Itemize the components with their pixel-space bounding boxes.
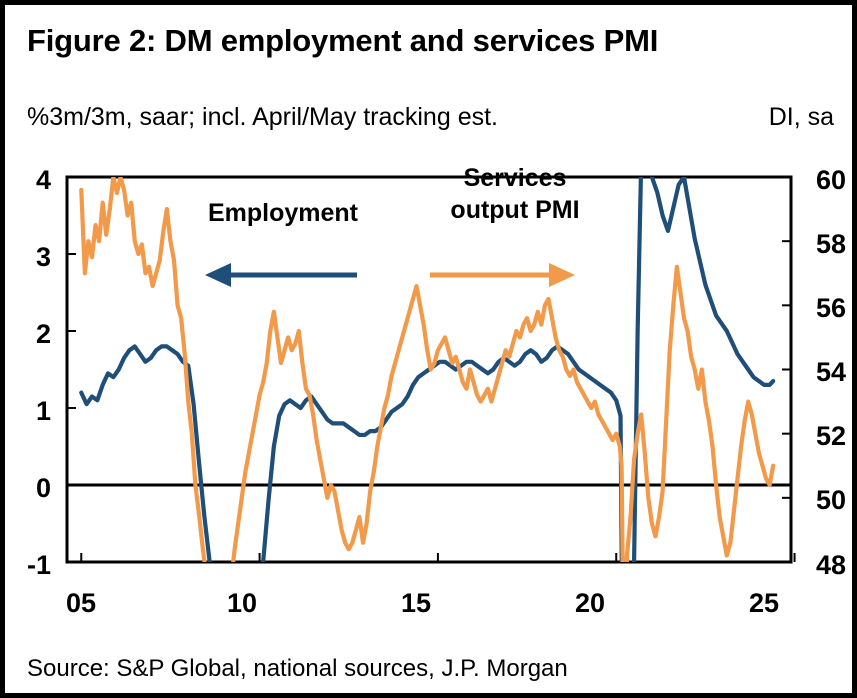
y-right-tick-48: 48 [815, 550, 846, 580]
y-left-tick-4: 4 [35, 165, 51, 195]
source-note: Source: S&P Global, national sources, J.P. Morgan [27, 655, 568, 682]
y-right-tick-60: 60 [815, 165, 846, 195]
y-left-tick-0: 0 [35, 473, 51, 503]
left-axis-units-label: %3m/3m, saar; incl. April/May tracking est. [27, 103, 498, 131]
figure-title: Figure 2: DM employment and services PMI [27, 23, 659, 58]
services-arrow-head [549, 263, 575, 287]
services-series-label-line2: output PMI [450, 196, 580, 224]
y-left-tick-1: 1 [35, 396, 51, 426]
employment-series-label: Employment [207, 199, 359, 227]
y-right-tick-52: 52 [815, 421, 846, 451]
x-tick-10: 10 [226, 588, 258, 618]
y-right-tick-58: 58 [815, 229, 846, 259]
employment-arrow-head [205, 263, 231, 287]
y-right-tick-50: 50 [815, 485, 846, 515]
x-tick-20: 20 [574, 588, 606, 618]
services-series-label-line1: Services [463, 164, 567, 192]
right-axis-units-label: DI, sa [768, 103, 834, 131]
x-tick-05: 05 [65, 588, 97, 618]
x-tick-25: 25 [748, 588, 780, 618]
y-left-tick-3: 3 [35, 242, 51, 272]
y-left-tick-2: 2 [35, 319, 51, 349]
y-right-tick-56: 56 [815, 293, 846, 323]
x-tick-15: 15 [400, 588, 432, 618]
y-right-tick-54: 54 [815, 357, 846, 387]
y-left-tick-neg1: -1 [26, 550, 51, 580]
